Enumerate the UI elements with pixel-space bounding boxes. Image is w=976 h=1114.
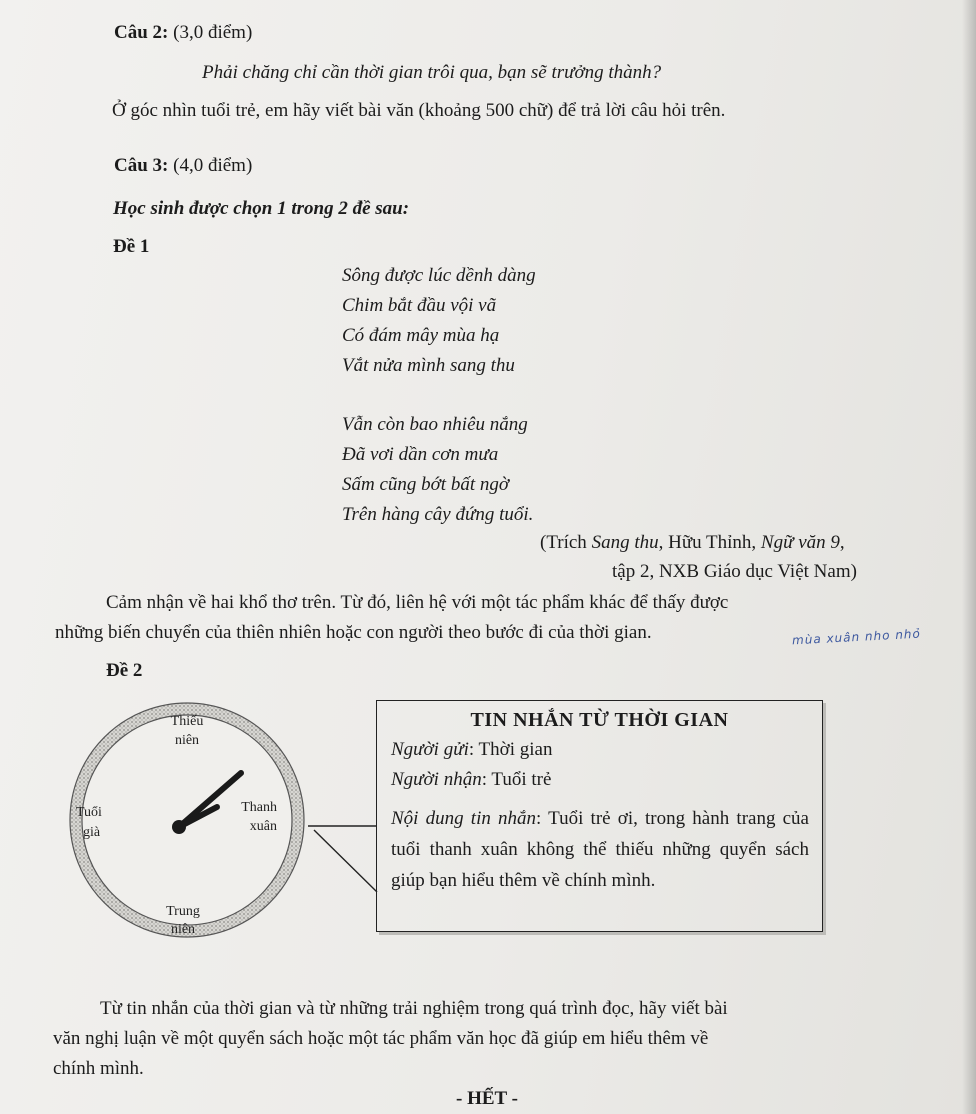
q2-prompt: Phải chăng chỉ cần thời gian trôi qua, bạn sẽ trưởng thành? — [202, 62, 662, 83]
q2-heading-label: Câu 2: — [114, 22, 169, 43]
poem-line: Chim bắt đầu vội vã — [342, 295, 497, 316]
poem-line: Có đám mây mùa hạ — [342, 325, 500, 346]
poem-line: Sông được lúc dềnh dàng — [342, 265, 536, 286]
poem-line: Trên hàng cây đứng tuổi. — [342, 504, 534, 525]
poem-line: Đã vơi dần cơn mưa — [342, 444, 499, 465]
receiver-label: Người nhận — [391, 769, 482, 790]
sender-label: Người gửi — [391, 739, 469, 760]
de2-label: Đề 2 — [106, 660, 143, 681]
sender-value: : Thời gian — [468, 739, 553, 760]
page-edge-shadow — [962, 0, 976, 1114]
poem-line: Vẫn còn bao nhiêu nắng — [342, 414, 528, 435]
clock-label-trung: Trung — [166, 904, 200, 919]
handwritten-note: mùa xuân nho nhỏ — [791, 626, 922, 648]
content-label: Nội dung tin nhắn — [391, 808, 537, 829]
de1-label: Đề 1 — [113, 236, 150, 257]
message-content — [391, 803, 809, 896]
de2-task-line-1: Từ tin nhắn của thời gian và từ những trải nghiệm trong quá trình đọc, hãy viết bài — [100, 998, 728, 1019]
citation-book: Ngữ văn 9 — [760, 532, 840, 553]
poem-stanza-2 — [342, 410, 533, 530]
content-value: : Tuổi trẻ ơi, trong hành trang của tuổi thanh xuân không thể thiếu những quyển sách giúp bạn hiểu thêm về chính mình. — [391, 808, 809, 891]
end-marker: - HẾT - — [456, 1088, 518, 1109]
citation-end: , — [839, 532, 845, 553]
de2-task-line-3: chính mình. — [53, 1058, 144, 1079]
citation-middle: , Hữu Thỉnh, — [658, 532, 761, 553]
receiver-value: : Tuổi trẻ — [481, 769, 552, 790]
callout-connector — [300, 810, 380, 900]
q2-task: Ở góc nhìn tuổi trẻ, em hãy viết bài văn (khoảng 500 chữ) để trả lời câu hỏi trên. — [112, 100, 726, 121]
q3-heading-points: (4,0 điểm) — [168, 155, 253, 176]
de1-task-line-1: Cảm nhận về hai khổ thơ trên. Từ đó, liên hệ với một tác phẩm khác để thấy được — [106, 592, 729, 613]
callout-line-bottom — [314, 830, 377, 892]
poem-stanza-1 — [342, 261, 536, 381]
citation-work: Sang thu — [591, 532, 659, 553]
citation-line-2: tập 2, NXB Giáo dục Việt Nam) — [612, 561, 857, 582]
clock-label-xuan: xuân — [249, 819, 277, 834]
clock-label-nien-top: niên — [174, 733, 200, 748]
q3-heading-label: Câu 3: — [114, 155, 169, 176]
poem-line: Sấm cũng bớt bất ngờ — [342, 474, 509, 495]
message-receiver — [391, 769, 551, 791]
clock-label-nien-bottom: niên — [170, 922, 196, 937]
de1-task-line-2: những biến chuyển của thiên nhiên hoặc con người theo bước đi của thời gian. — [55, 622, 652, 643]
poem-citation — [540, 532, 845, 554]
clock-label-gia: già — [83, 825, 101, 840]
de2-task-line-2: văn nghị luận về một quyển sách hoặc một tác phẩm văn học đã giúp em hiểu thêm về — [53, 1028, 709, 1049]
message-sender — [391, 739, 552, 761]
q3-heading — [114, 155, 252, 177]
poem-line: Vắt nửa mình sang thu — [342, 355, 515, 376]
clock-label-tuoi: Tuổi — [76, 805, 102, 820]
clock-label-thieu: Thiếu — [170, 714, 204, 729]
message-box — [376, 700, 823, 932]
clock-label-thanh: Thanh — [241, 800, 277, 815]
q2-heading-points: (3,0 điểm) — [168, 22, 253, 43]
citation-open: (Trích — [540, 532, 592, 553]
clock-center — [172, 820, 186, 834]
q3-choose-instruction: Học sinh được chọn 1 trong 2 đề sau: — [113, 198, 410, 219]
message-title: TIN NHẮN TỪ THỜI GIAN — [470, 709, 729, 731]
life-clock-diagram — [55, 697, 325, 947]
q2-heading — [114, 22, 252, 44]
